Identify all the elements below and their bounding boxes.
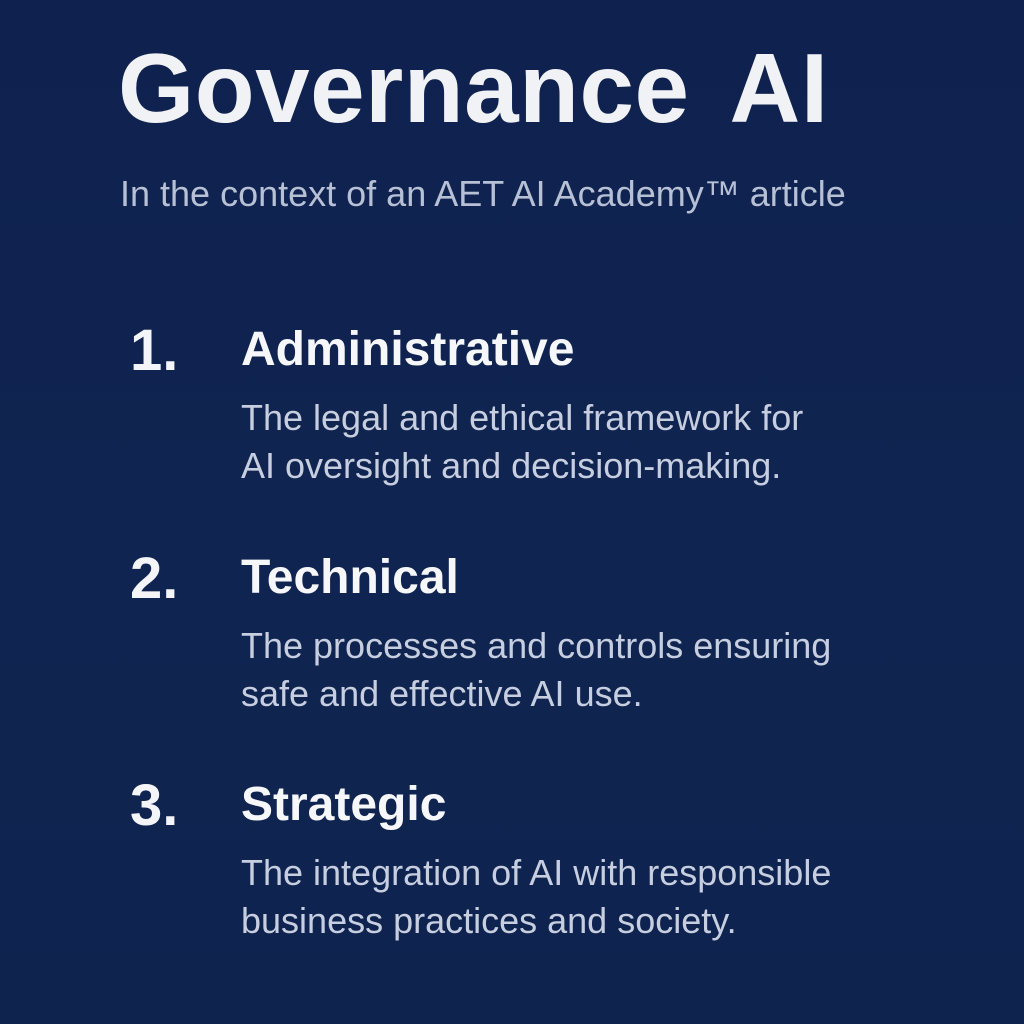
- item-heading: Administrative: [241, 323, 575, 376]
- page-title: Governance AI: [118, 33, 829, 143]
- list-item-technical: [130, 544, 990, 734]
- item-description: [241, 849, 961, 945]
- list-item-strategic: [130, 771, 990, 961]
- item-description-line: The processes and controls ensuring: [241, 625, 832, 666]
- item-description-line: The legal and ethical framework for: [241, 397, 804, 438]
- item-description: [241, 622, 961, 718]
- item-description-line: business practices and society.: [241, 900, 737, 941]
- item-number: 1.: [130, 318, 179, 383]
- item-description: [241, 394, 961, 490]
- item-description-line: safe and effective AI use.: [241, 673, 643, 714]
- item-description-line: AI oversight and decision-making.: [241, 445, 782, 486]
- item-description-line: The integration of AI with responsible: [241, 852, 832, 893]
- item-heading: Strategic: [241, 778, 447, 831]
- page-subtitle: In the context of an AET AI Academy™ article: [120, 173, 846, 214]
- item-number: 3.: [130, 773, 179, 838]
- list-item-administrative: [130, 316, 990, 506]
- item-heading: Technical: [241, 551, 459, 604]
- item-number: 2.: [130, 546, 179, 611]
